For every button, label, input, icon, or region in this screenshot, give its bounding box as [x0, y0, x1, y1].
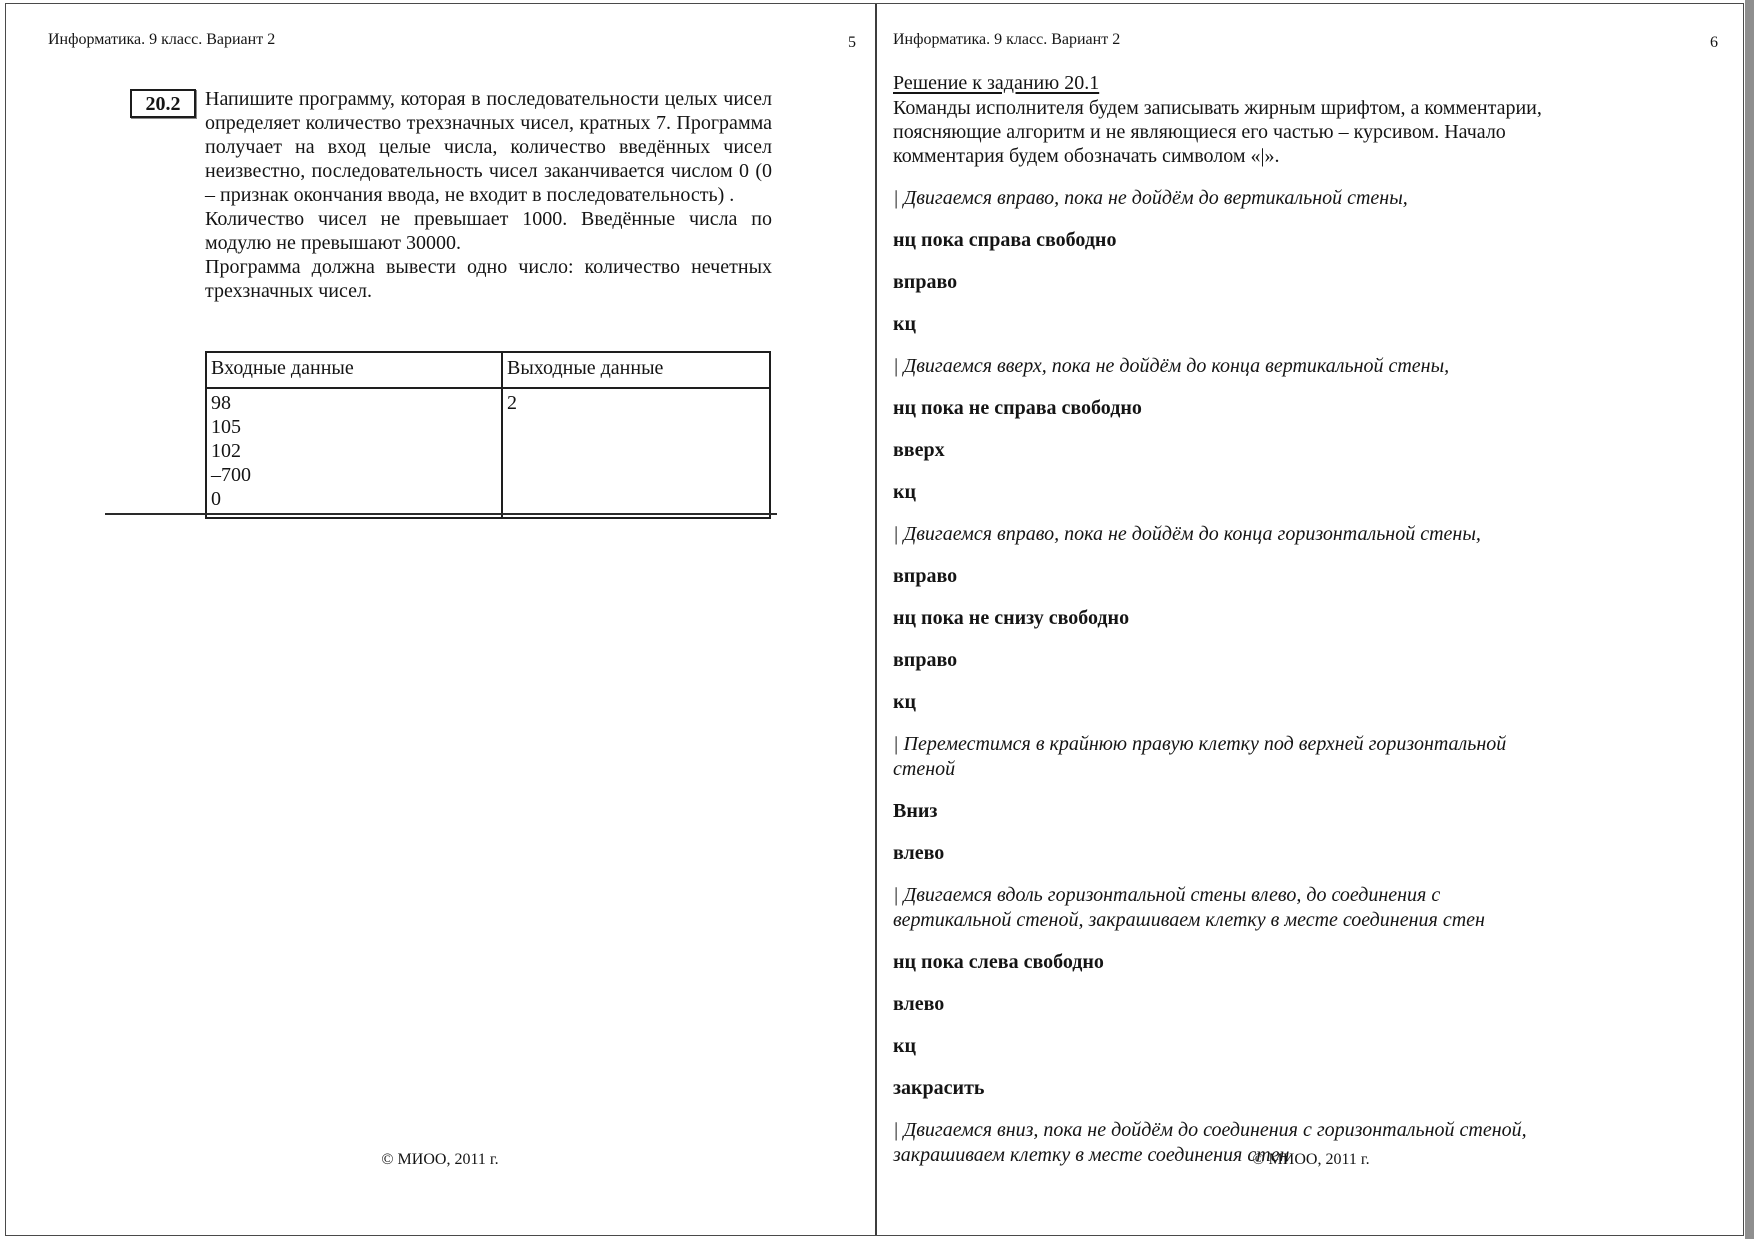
- algorithm-command: кц: [893, 691, 917, 713]
- table-value: 105: [211, 416, 241, 438]
- output-data-header: Выходные данные: [502, 352, 770, 388]
- algorithm-comment: | Переместимся в крайнюю правую клетку под верхней горизонтальной стеной: [893, 733, 1507, 780]
- task-paragraph: Напишите программу, которая в последовательности целых чисел определяет количество трехзначных чисел, кратных 7. Программа получает на вход целые числа, количество введённых чисел неизвестно, последовательность чисел заканчивается числом 0 (0 – признак окончания ввода, не входит в последовательность) .: [205, 88, 772, 206]
- scrollbar-track[interactable]: [1745, 0, 1754, 1239]
- algorithm-command: нц пока не снизу свободно: [893, 607, 1130, 629]
- page-number: 5: [848, 34, 856, 51]
- input-data-header: Входные данные: [206, 352, 502, 388]
- algorithm-command: вправо: [893, 565, 958, 587]
- task-paragraph: Количество чисел не превышает 1000. Введённые числа по модулю не превышают 30000.: [205, 208, 772, 254]
- algorithm-command: влево: [893, 993, 945, 1015]
- page-5: [5, 0, 875, 1239]
- table-value: 98: [211, 392, 231, 414]
- solution-intro: Команды исполнителя будем записывать жирным шрифтом, а комментарии, поясняющие алгоритм и не являющиеся его частью – курсивом. Начало комментария будем обозначать символом «|».: [893, 97, 1542, 167]
- page-number: 6: [1710, 34, 1718, 51]
- page-footer: © МИОО, 2011 г.: [381, 1151, 499, 1168]
- algorithm-command: вправо: [893, 649, 958, 671]
- algorithm-command: вверх: [893, 439, 945, 461]
- algorithm-command: вправо: [893, 271, 958, 293]
- output-data-cell: [502, 388, 770, 518]
- algorithm-comment: | Двигаемся вправо, пока не дойдём до конца горизонтальной стены,: [893, 523, 1481, 545]
- algorithm-command: нц пока не справа свободно: [893, 397, 1142, 419]
- solution-section: [893, 70, 1641, 1185]
- algorithm-command: Вниз: [893, 800, 938, 822]
- task-text: [205, 87, 772, 303]
- table-row: [206, 388, 770, 518]
- table-value: 2: [507, 392, 517, 414]
- algorithm-command: нц пока слева свободно: [893, 951, 1104, 973]
- section-separator-line: [105, 513, 777, 515]
- algorithm-command: закрасить: [893, 1077, 985, 1099]
- io-example-table: [205, 351, 771, 519]
- input-data-cell: [206, 388, 502, 518]
- solution-blocks: [893, 186, 1641, 1168]
- algorithm-command: кц: [893, 313, 917, 335]
- page-header-title: Информатика. 9 класс. Вариант 2: [48, 31, 276, 48]
- task-paragraph: Программа должна вывести одно число: количество нечетных трехзначных чисел.: [205, 256, 772, 302]
- algorithm-command: влево: [893, 842, 945, 864]
- algorithm-command: кц: [893, 481, 917, 503]
- algorithm-comment: | Двигаемся вниз, пока не дойдём до соединения с горизонтальной стеной, закрашиваем клетку в месте соединения стен: [893, 1119, 1527, 1166]
- task-number: 20.2: [145, 93, 181, 115]
- solution-title: Решение к заданию 20.1: [893, 72, 1100, 94]
- algorithm-comment: | Двигаемся вдоль горизонтальной стены влево, до соединения с вертикальной стеной, закрашиваем клетку в месте соединения стен: [893, 884, 1485, 931]
- page-footer: © МИОО, 2011 г.: [1252, 1151, 1370, 1168]
- table-value: 0: [211, 488, 221, 510]
- task-number-box: [130, 89, 196, 118]
- table-header-row: [206, 352, 770, 388]
- page-divider-line: [875, 3, 877, 1236]
- table-value: –700: [211, 464, 251, 486]
- table-value: 102: [211, 440, 241, 462]
- algorithm-comment: | Двигаемся вправо, пока не дойдём до вертикальной стены,: [893, 187, 1408, 209]
- algorithm-command: нц пока справа свободно: [893, 229, 1117, 251]
- algorithm-command: кц: [893, 1035, 917, 1057]
- page-6: [878, 0, 1744, 1239]
- algorithm-comment: | Двигаемся вверх, пока не дойдём до конца вертикальной стены,: [893, 355, 1450, 377]
- page-header-title: Информатика. 9 класс. Вариант 2: [893, 31, 1121, 48]
